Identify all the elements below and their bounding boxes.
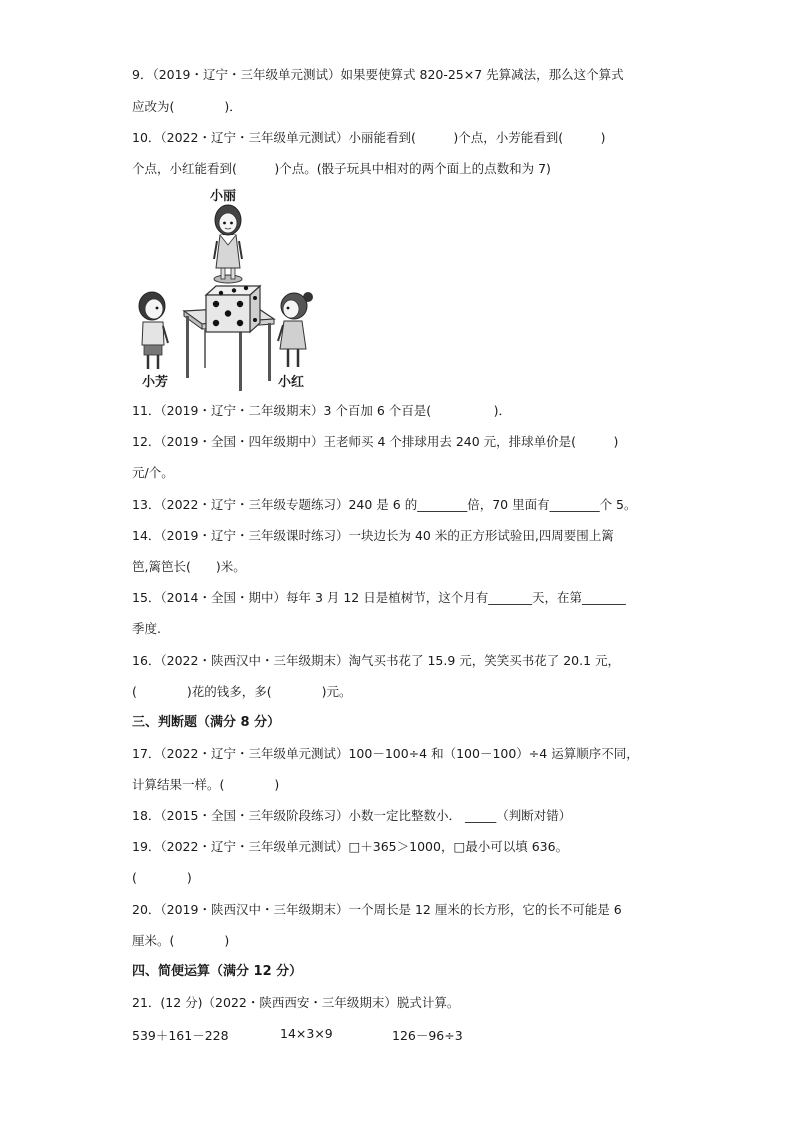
table-leg [186,316,189,378]
child-xiaofang-icon [139,292,168,369]
q13-line1: 13．（2022・辽宁・三年级专题练习）240 是 6 的________倍，70 里面有________个 5。 [132,497,637,512]
q21-expression-1: 539＋161－228 [132,1028,229,1043]
dice-figure [128,183,328,393]
girl-xiaoli-icon [214,205,242,283]
q9-line1: 9．（2019・辽宁・三年级单元测试）如果要使算式 820-25×7 先算减法，那么这个算式 [132,67,624,82]
q15-line1: 15．（2014・全国・期中）每年 3 月 12 日是植树节，这个月有_______天，在第_______ [132,590,626,605]
q17-line2: 计算结果一样。( ) [132,777,280,792]
label-xiaofang: 小芳 [142,375,169,390]
q21-expression-2: 14×3×9 [280,1026,333,1041]
q11-line1: 11．（2019・辽宁・二年级期末）3 个百加 6 个百是( )． [132,403,512,418]
q15-line2: 季度. [132,621,161,636]
child-xiaohong-icon [278,292,313,367]
q17-line1: 17．（2022・辽宁・三年级单元测试）100－100÷4 和（100－100）÷4 运算顺序不同， [132,746,639,761]
q20-line2: 厘米。( ) [132,933,230,948]
figure-drawing [128,183,328,393]
label-xiaohong: 小红 [278,375,305,390]
table-leg [239,327,242,391]
q19-line2: ( ) [132,870,192,885]
table-leg [204,328,206,368]
q21-line1: 21．(12 分)（2022・陕西西安・三年级期末）脱式计算。 [132,995,460,1010]
q16-line1: 16．（2022・陕西汉中・三年级期末）淘气买书花了 15.9 元，笑笑买书花了 20.1 元， [132,653,621,668]
q18-line1: 18．（2015・全国・三年级阶段练习）小数一定比整数小． _____（判断对错） [132,808,572,823]
dice-icon [206,286,260,332]
label-xiaoli: 小丽 [210,189,237,204]
q14-line1: 14．（2019・辽宁・三年级课时练习）一块边长为 40 米的正方形试验田,四周要围上篱 [132,528,614,543]
q20-line1: 20．（2019・陕西汉中・三年级期末）一个周长是 12 厘米的长方形，它的长不可能是 6 [132,902,622,917]
section-3-title: 三、判断题（满分 8 分） [132,715,281,730]
section-4-title: 四、简便运算（满分 12 分） [132,964,303,979]
q19-line1: 19．（2022・辽宁・三年级单元测试）□＋365＞1000，□最小可以填 636。 [132,839,569,854]
q10-line1: 10．（2022・辽宁・三年级单元测试）小丽能看到( )个点，小芳能看到( ) [132,130,606,145]
q12-line1: 12．（2019・全国・四年级期中）王老师买 4 个排球用去 240 元，排球单价是( ) [132,434,619,449]
q21-expression-3: 126－96÷3 [392,1028,463,1043]
q12-line2: 元/个。 [132,465,174,480]
table-leg [268,323,271,381]
q9-line2: 应改为( )． [132,99,242,114]
q14-line2: 笆,篱笆长( )米。 [132,559,246,574]
q16-line2: ( )花的钱多，多( )元。 [132,684,352,699]
q10-line2: 个点，小红能看到( )个点。(骰子玩具中相对的两个面上的点数和为 7) [132,161,551,176]
